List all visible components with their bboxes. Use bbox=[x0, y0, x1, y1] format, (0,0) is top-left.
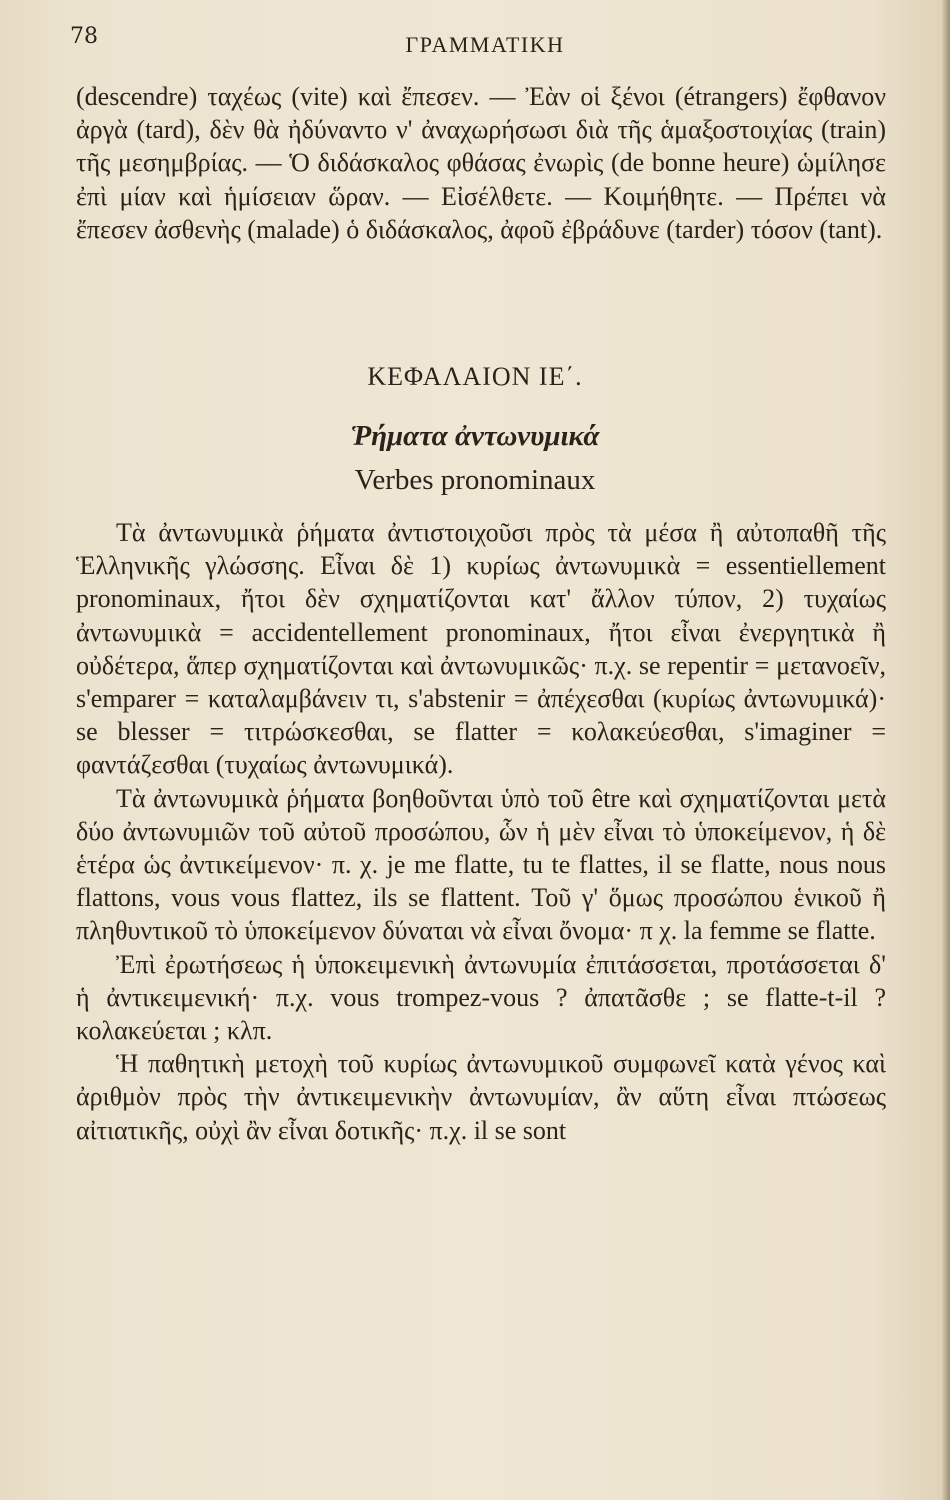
page-edge bbox=[942, 0, 950, 1500]
intro-text-block bbox=[76, 80, 886, 246]
page-number: 78 bbox=[70, 24, 98, 49]
running-head: ΓΡΑΜΜΑΤΙΚΗ bbox=[405, 32, 565, 57]
body-paragraph-1: Τὰ ἀντωνυμικὰ ῥήματα ἀντιστοιχοῦσι πρὸς τὰ μέσα ἢ αὐτοπαθῆ τῆς Ἑλληνικῆς γλώσσης. Εἶναι δὲ 1) κυρίως ἀντωνυμικὰ = essentiellement pronominaux, ἤτοι δὲν σχηματίζονται κατ' ἄλλον τύπον, 2) τυχαίως ἀντωνυμικὰ = accidentellement pronominaux, ἤτοι εἶναι ἐνεργητικὰ ἢ οὐδέτερα, ἅπερ σχηματίζονται καὶ ἀντωνυμικῶς· π.χ. se repentir = μετανοεῖν, s'emparer = καταλαμβάνειν τι, s'abstenir = ἀπέχεσθαι (κυρίως ἀντωνυμικά)· se blesser = τιτρώσκεσθαι, se flatter = κολακεύεσθαι, s'imaginer = φαντάζεσθαι (τυχαίως ἀντωνυμικά). bbox=[76, 518, 886, 780]
body-paragraph-3: Ἐπὶ ἐρωτήσεως ἡ ὑποκειμενικὴ ἀντωνυμία ἐπιτάσσεται, προτάσσεται δ' ἡ ἀντικειμενική· π.χ. vous trompez-vous ? ἀπατᾶσθε ; se flatte-t-il ? κολακεύεται ; κλπ. bbox=[76, 949, 886, 1046]
chapter-heading: ΚΕΦΑΛΑΙΟΝ ΙΕ΄. bbox=[367, 362, 583, 391]
page-header bbox=[70, 24, 900, 64]
intro-paragraph: (descendre) ταχέως (vite) καὶ ἔπεσεν. — Ἐὰν οἱ ξένοι (étrangers) ἔφθανον ἀργὰ (tard), δὲν θὰ ἠδύναντο ν' ἀναχωρήσωσι διὰ τῆς ἁμαξοστοιχίας (train) τῆς μεσημβρίας. — Ὁ διδάσκαλος φθάσας ἐνωρὶς (de bonne heure) ὡμίλησε ἐπὶ μίαν καὶ ἡμίσειαν ὥραν. — Εἰσέλθετε. — Κοιμήθητε. — Πρέπει νὰ ἔπεσεν ἀσθενὴς (malade) ὁ διδάσκαλος, ἀφοῦ ἐβράδυνε (tarder) τόσον (tant). bbox=[76, 82, 886, 244]
chapter-title-greek: Ῥήματα ἀντωνυμικά bbox=[350, 420, 600, 452]
body-paragraph-4: Ἡ παθητικὴ μετοχὴ τοῦ κυρίως ἀντωνυμικοῦ συμφωνεῖ κατὰ γένος καὶ ἀριθμὸν πρὸς τὴν ἀντικειμενικὴν ἀντωνυμίαν, ἂν αὕτη εἶναι πτώσεως αἰτιατικῆς, οὐχὶ ἂν εἶναι δοτικῆς· π.χ. il se sont bbox=[76, 1049, 886, 1145]
chapter-body bbox=[76, 516, 886, 1147]
body-paragraph-2: Τὰ ἀντωνυμικὰ ῥήματα βοηθοῦνται ὑπὸ τοῦ être καὶ σχηματίζονται μετὰ δύο ἀντωνυμιῶν τοῦ αὐτοῦ προσώπου, ὧν ἡ μὲν εἶναι τὸ ὑποκείμενον, ἡ δὲ ἑτέρα ὡς ἀντικείμενον· π. χ. je me flatte, tu te flattes, il se flatte, nous nous flattons, vous vous flattez, ils se flattent. Τοῦ γ' ὅμως προσώπου ἑνικοῦ ἢ πληθυντικοῦ τὸ ὑποκείμενον δύναται νὰ εἶναι ὄνομα· π χ. la femme se flatte. bbox=[76, 783, 886, 946]
chapter-title-french: Verbes pronominaux bbox=[354, 464, 596, 496]
